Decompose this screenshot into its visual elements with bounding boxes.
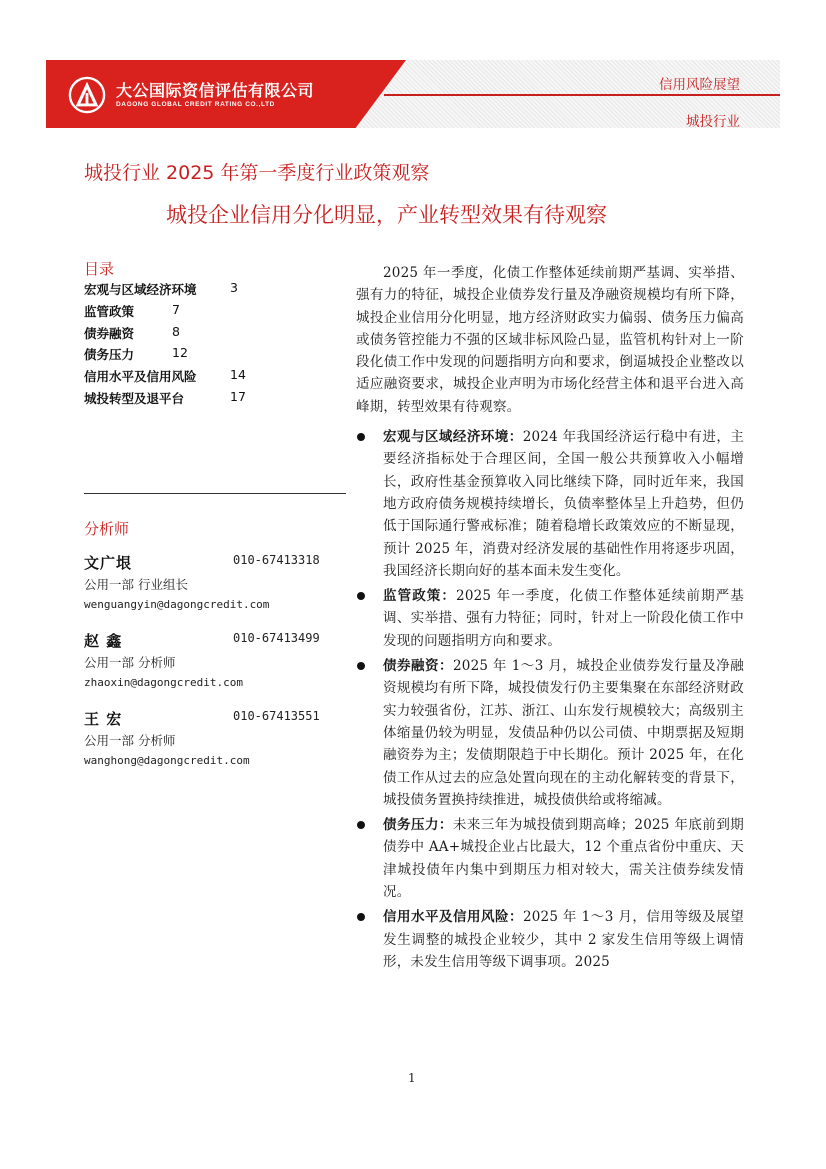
analyst-phone: 010-67413551 <box>233 709 320 723</box>
report-subtitle: 城投企业信用分化明显，产业转型效果有待观察 <box>166 203 607 227</box>
bullet-label: 债务压力： <box>383 817 453 834</box>
analyst-name: 赵 鑫 <box>84 632 123 650</box>
analyst-email[interactable]: wanghong@dagongcredit.com <box>84 754 250 767</box>
analyst-department: 公用一部 行业组长 <box>84 577 188 592</box>
header-divider <box>384 94 780 96</box>
toc-page-number: 12 <box>172 345 188 361</box>
section-divider <box>84 493 346 494</box>
bullet-dot-icon <box>357 821 365 829</box>
analyst-phone: 010-67413499 <box>233 631 320 645</box>
bullet-dot-icon <box>357 662 365 670</box>
summary-column <box>356 262 744 976</box>
bullet-dot-icon <box>357 592 365 600</box>
report-title: 城投行业 2025 年第一季度行业政策观察 <box>84 162 430 184</box>
summary-bullet <box>356 655 744 811</box>
toc-heading: 目录 <box>84 260 115 278</box>
summary-bullet <box>356 814 744 903</box>
summary-bullet <box>356 426 744 582</box>
page-number: 1 <box>408 1071 416 1085</box>
summary-bullet <box>356 585 744 652</box>
toc-item[interactable]: 债券融资 8 <box>84 323 180 341</box>
toc-page-number: 7 <box>172 301 180 317</box>
analyst-department: 公用一部 分析师 <box>84 655 176 670</box>
analyst-email[interactable]: wenguangyin@dagongcredit.com <box>84 598 270 611</box>
industry-tag: 城投行业 <box>686 114 740 130</box>
dagong-logo-icon <box>68 76 106 114</box>
bullet-text: 2025 年 1～3 月，信用等级及展望发生调整的城投企业较少，其中 2 家发生信用等级上调情形，未发生信用等级下调事项。2025 <box>383 909 744 970</box>
company-name-cn: 大公国际资信评估有限公司 <box>116 81 315 100</box>
bullet-dot-icon <box>357 433 365 441</box>
analyst-email[interactable]: zhaoxin@dagongcredit.com <box>84 676 243 689</box>
bullet-label: 信用水平及信用风险： <box>383 909 523 926</box>
toc-page-number: 8 <box>172 323 180 339</box>
toc-item[interactable]: 监管政策 7 <box>84 301 180 319</box>
table-of-contents <box>84 280 344 411</box>
analyst-department: 公用一部 分析师 <box>84 733 176 748</box>
toc-page-number: 14 <box>230 367 246 383</box>
toc-item[interactable]: 信用水平及信用风险 14 <box>84 367 246 385</box>
summary-bullet <box>356 906 744 973</box>
summary-intro: 2025 年一季度，化债工作整体延续前期严基调、实举措、强有力的特征，城投企业债券发行量及净融资规模均有所下降，城投企业信用分化明显，地方经济财政实力偏弱、债务压力偏高或债务管控能力不强的区域非标风险凸显，监管机构针对上一阶段化债工作中发现的问题指明方向和要求，倒逼城投企业整改以适应融资要求，城投企业声明为市场化经营主体和退平台进入高峰期，转型效果有待观察。 <box>356 265 744 415</box>
bullet-label: 宏观与区域经济环境： <box>383 429 523 446</box>
bullet-text: 2024 年我国经济运行稳中有进，主要经济指标处于合理区间，全国一般公共预算收入小幅增长，政府性基金预算收入同比继续下降，同时近年来，我国地方政府债务规模持续增长，负债率整体呈上升趋势，但仍低于国际通行警戒标准；随着稳增长政策效应的不断显现，预计 2025 年，消费对经济发展的基础性作用将逐步巩固，我国经济长期向好的基本面未发生变化。 <box>383 429 744 579</box>
toc-page-number: 17 <box>230 388 246 404</box>
bullet-label: 债券融资： <box>383 658 453 675</box>
toc-item[interactable]: 债务压力 12 <box>84 345 188 363</box>
toc-item[interactable]: 城投转型及退平台 17 <box>84 388 246 406</box>
bullet-dot-icon <box>357 913 365 921</box>
analyst-phone: 010-67413318 <box>233 553 320 567</box>
toc-page-number: 3 <box>230 280 238 295</box>
bullet-label: 监管政策： <box>383 588 457 605</box>
analysts-heading: 分析师 <box>84 520 130 538</box>
toc-item[interactable]: 宏观与区域经济环境 3 <box>84 280 238 297</box>
analyst-name: 文广垠 <box>84 554 133 572</box>
company-name-en: DAGONG GLOBAL CREDIT RATING CO.,LTD <box>116 101 275 108</box>
bullet-text: 2025 年 1～3 月，城投企业债券发行量及净融资规模均有所下降，城投债发行仍主要集聚在东部经济财政实力较强省份，江苏、浙江、山东发行规模较大；高级别主体缩量仍较为明显，发债品种仍以公司债、中期票据及短期融资券为主；发债期限趋于中长期化。预计 2025 年，在化债工作从过去的应急处置向现在的主动化解转变的背景下，城投债务置换持续推进，城投债供给或将缩减。 <box>383 658 744 808</box>
summary-bullets <box>356 426 744 973</box>
page-header <box>46 60 780 128</box>
bullet-text: 2025 年一季度，化债工作整体延续前期严基调、实举措、强有力特征；同时，针对上一阶段化债工作中发现的问题指明方向和要求。 <box>383 588 744 649</box>
analyst-name: 王 宏 <box>84 710 123 728</box>
report-category: 信用风险展望 <box>659 77 740 93</box>
bullet-text: 未来三年为城投债到期高峰；2025 年底前到期债券中 AA+城投企业占比最大，12 个重点省份中重庆、天津城投债年内集中到期压力相对较大，需关注债券续发情况。 <box>383 817 744 901</box>
